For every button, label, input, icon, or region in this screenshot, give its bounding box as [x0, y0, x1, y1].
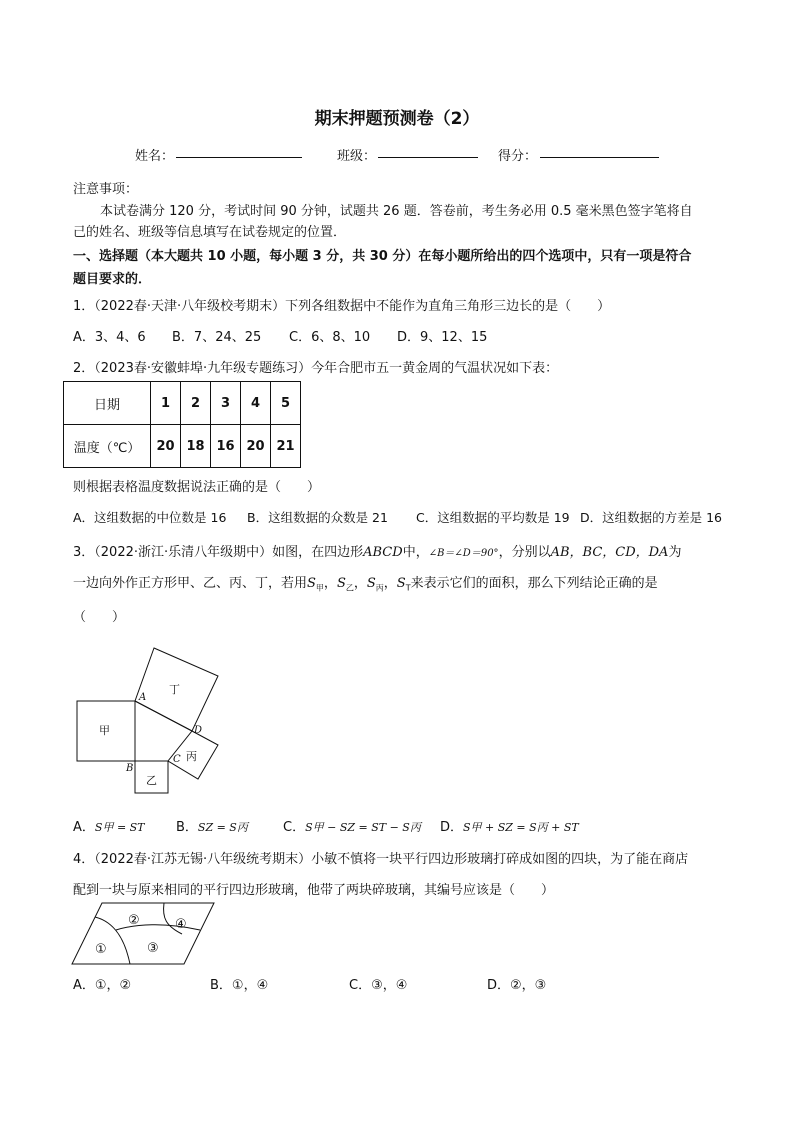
name-field[interactable]	[176, 157, 302, 158]
table-row	[64, 382, 301, 425]
table-cell: 温度（℃）	[64, 425, 151, 468]
q4-option-c[interactable]: C．③，④	[349, 978, 408, 993]
option-prefix: D．	[440, 820, 464, 835]
q3-option-a[interactable]	[73, 816, 145, 835]
table-cell: 1	[151, 382, 181, 425]
option-expression: S甲 + SZ = S丙 + ST	[463, 821, 579, 834]
section-1-line-1: 一、选择题（本大题共 10 小题，每小题 3 分，共 30 分）在每小题所给出的四个选项中，只有一项是符合	[73, 249, 692, 264]
q3-option-c[interactable]	[283, 816, 421, 835]
table-cell: 3	[211, 382, 241, 425]
q2-option-c[interactable]: C．这组数据的平均数是 19	[416, 510, 570, 525]
option-prefix: B．	[176, 820, 198, 835]
q3-stem-line-2: 一边向外作正方形甲、乙、丙、丁，若用$S_甲$，$S_乙$，$S_丙$，$S_T$来表示它们的面积，那么下列结论正确的是	[73, 576, 658, 593]
section-1-line-2: 题目要求的．	[73, 272, 152, 287]
q1-option-d[interactable]: D．9、12、15	[397, 330, 488, 345]
label-c: C	[173, 754, 181, 765]
q1-option-a[interactable]: A．3、4、6	[73, 330, 146, 345]
notes-line-2: 己的姓名、班级等信息填写在试卷规定的位置．	[73, 225, 347, 240]
q3-quad-name: ABCD	[363, 545, 403, 560]
table-row	[64, 425, 301, 468]
q3-paren: （ ）	[73, 610, 126, 625]
q3-sides: AB，BC，CD，DA	[550, 545, 669, 560]
q3-squares-figure	[70, 640, 230, 800]
q3-option-b[interactable]	[176, 816, 248, 835]
q3-stem-line-1	[73, 541, 681, 560]
label-ding: 丁	[169, 683, 180, 696]
table-cell: 4	[241, 382, 271, 425]
option-expression: S甲 = ST	[94, 821, 145, 834]
q2-option-b[interactable]: B．这组数据的众数是 21	[247, 510, 388, 525]
piece-3-label: ③	[147, 941, 159, 956]
score-field[interactable]	[540, 157, 659, 158]
q3-angle-condition: ∠B＝∠D＝90°	[428, 548, 499, 559]
table-cell: 2	[181, 382, 211, 425]
q3-sub: 丙	[375, 583, 384, 593]
table-cell: 5	[271, 382, 301, 425]
label-d: D	[194, 725, 203, 736]
q3-option-d[interactable]	[440, 816, 579, 835]
table-cell: 18	[181, 425, 211, 468]
piece-1-label: ①	[95, 942, 107, 957]
page-title: 期末押题预测卷（2）	[314, 109, 480, 129]
table-cell: 日期	[64, 382, 151, 425]
class-field[interactable]	[378, 157, 478, 158]
q2-option-d[interactable]: D．这组数据的方差是 16	[580, 510, 723, 525]
table-cell: 20	[151, 425, 181, 468]
label-jia: 甲	[99, 724, 110, 737]
label-b: B	[126, 763, 134, 774]
q1-option-b[interactable]: B．7、24、25	[172, 330, 262, 345]
q3-s-symbol: S	[336, 576, 346, 591]
piece-2-label: ②	[128, 913, 140, 928]
q4-glass-figure	[70, 900, 220, 968]
option-prefix: A．	[73, 820, 95, 835]
q3-text: 3．（2022·浙江·乐清八年级期中）如图，在四边形	[73, 545, 364, 560]
q3-text: 为	[668, 545, 682, 560]
piece-4-label: ④	[175, 917, 187, 932]
q4-stem-line-2: 配到一块与原来相同的平行四边形玻璃，他带了两块碎玻璃，其编号应该是（ ）	[73, 883, 555, 898]
table-cell: 21	[271, 425, 301, 468]
q3-text: 一边向外作正方形甲、乙、丙、丁，若用	[73, 576, 308, 591]
q3-text: 中，	[402, 545, 429, 560]
q3-sub: 甲	[315, 583, 324, 593]
name-label: 姓名：	[135, 149, 175, 164]
score-label: 得分：	[498, 149, 538, 164]
q3-s-symbol: S	[396, 576, 406, 591]
label-a: A	[139, 692, 147, 703]
q1-stem: 1．（2022春·天津·八年级校考期末）下列各组数据中不能作为直角三角形三边长的是（ ）	[73, 299, 611, 314]
q3-s-symbol: S	[366, 576, 376, 591]
q1-option-c[interactable]: C．6、8、10	[289, 330, 371, 345]
label-bing: 丙	[186, 750, 197, 763]
q2-stem: 2．（2023春·安徽蚌埠·九年级专题练习）今年合肥市五一黄金周的气温状况如下表：	[73, 361, 559, 376]
notes-heading: 注意事项：	[73, 182, 139, 197]
q4-option-b[interactable]: B．①，④	[210, 978, 269, 993]
q4-option-a[interactable]: A．①，②	[73, 978, 132, 993]
option-expression: S甲 − SZ = ST − S丙	[305, 821, 421, 834]
option-expression: SZ = S丙	[197, 821, 248, 834]
q4-stem-line-1: 4．（2022春·江苏无锡·八年级统考期末）小敏不慎将一块平行四边形玻璃打碎成如图的四块，为了能在商店	[73, 852, 689, 867]
q2-option-a[interactable]: A．这组数据的中位数是 16	[73, 510, 227, 525]
label-yi: 乙	[146, 774, 157, 787]
q3-s-symbol: S	[307, 576, 316, 591]
q3-sub: 乙	[345, 583, 354, 593]
temperature-table	[63, 381, 301, 468]
table-cell: 16	[211, 425, 241, 468]
option-prefix: C．	[283, 820, 306, 835]
q4-option-d[interactable]: D．②，③	[487, 978, 547, 993]
table-cell: 20	[241, 425, 271, 468]
class-label: 班级：	[337, 149, 377, 164]
parallelogram-outline	[72, 903, 214, 964]
q3-text: ，分别以	[498, 545, 551, 560]
notes-line-1: 本试卷满分 120 分，考试时间 90 分钟，试题共 26 题．答卷前，考生务必用 0.5 毫米黑色签字笔将自	[100, 204, 693, 219]
q2-question: 则根据表格温度数据说法正确的是（ ）	[73, 480, 321, 495]
quad-side-ad	[135, 701, 192, 731]
q3-sub: T	[405, 583, 411, 593]
q3-text: 来表示它们的面积，那么下列结论正确的是	[410, 576, 658, 591]
